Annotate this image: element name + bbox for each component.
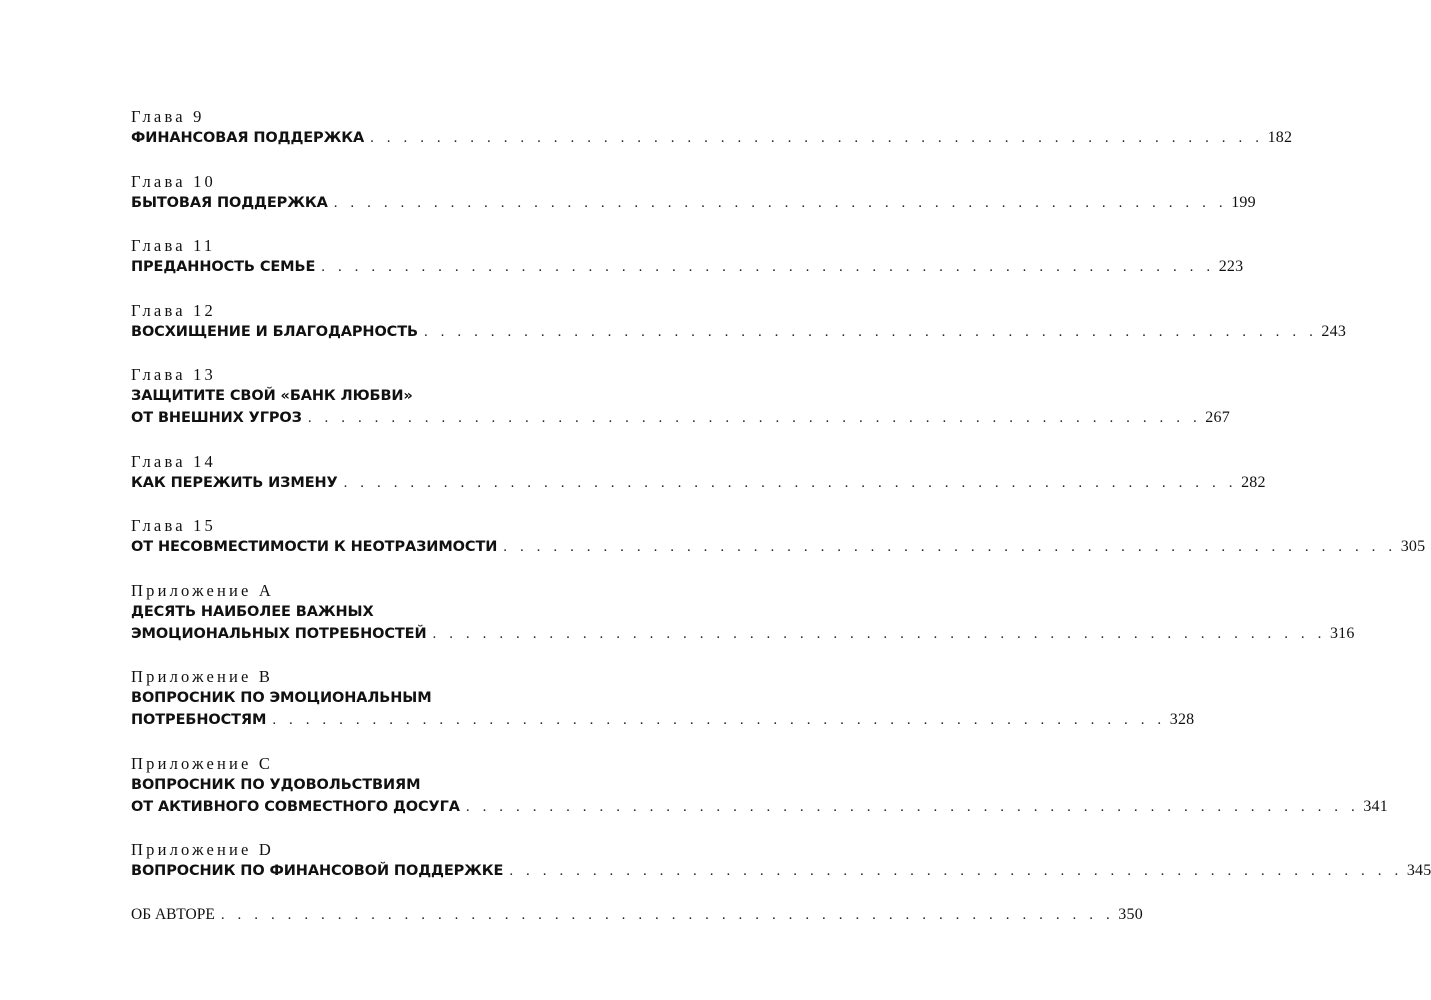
table-of-contents: [131, 106, 1431, 947]
dot-leader: . . . . . . . . . . . . . . . . . . . . . . . . . . . . . . . . . . . . . . . . . . . . . . . . . . . . . .: [465, 798, 1360, 815]
page-number: 182: [1267, 129, 1293, 146]
appendix-label: Приложение D: [131, 840, 274, 859]
chapter-title: ВОСХИЩЕНИЕ И БЛАГОДАРНОСТЬ: [131, 323, 418, 340]
about-title: ОБ АВТОРЕ: [131, 905, 215, 923]
toc-entry[interactable]: [131, 580, 1355, 645]
chapter-label: Глава 12: [131, 300, 216, 320]
chapter-title: ОТ НЕСОВМЕСТИМОСТИ К НЕОТРАЗИМОСТИ: [131, 539, 498, 555]
toc-entry[interactable]: [131, 451, 1266, 494]
chapter-title-continued: ОТ ВНЕШНИХ УГРОЗ: [131, 410, 302, 426]
appendix-title: ДЕСЯТЬ НАИБОЛЕЕ ВАЖНЫХ: [131, 603, 374, 620]
chapter-title: КАК ПЕРЕЖИТЬ ИЗМЕНУ: [131, 474, 338, 491]
page-number: 305: [1400, 538, 1426, 555]
toc-entry[interactable]: [131, 364, 1230, 429]
page-number: 316: [1329, 624, 1355, 642]
chapter-label: Глава 15: [131, 516, 216, 535]
appendix-title: ВОПРОСНИК ПО ФИНАНСОВОЙ ПОДДЕРЖКЕ: [131, 863, 504, 879]
toc-entry-about[interactable]: [131, 904, 1143, 926]
page-number: 223: [1218, 258, 1244, 275]
appendix-label: Приложение B: [131, 667, 274, 686]
appendix-label: Приложение C: [131, 753, 274, 773]
appendix-title-continued: ЭМОЦИОНАЛЬНЫХ ПОТРЕБНОСТЕЙ: [131, 625, 427, 642]
toc-entry[interactable]: [131, 171, 1256, 214]
appendix-label: Приложение A: [131, 580, 274, 600]
toc-entry[interactable]: [131, 235, 1244, 278]
toc-entry[interactable]: [131, 666, 1195, 731]
dot-leader: . . . . . . . . . . . . . . . . . . . . . . . . . . . . . . . . . . . . . . . . . . . . . . . . . . . . . .: [333, 194, 1228, 211]
page-number: 328: [1169, 711, 1195, 728]
appendix-title: ВОПРОСНИК ПО ЭМОЦИОНАЛЬНЫМ: [131, 690, 432, 706]
chapter-title: БЫТОВАЯ ПОДДЕРЖКА: [131, 194, 328, 211]
dot-leader: . . . . . . . . . . . . . . . . . . . . . . . . . . . . . . . . . . . . . . . . . . . . . . . . . . . . . .: [220, 906, 1115, 923]
page-number: 350: [1118, 905, 1143, 923]
dot-leader: . . . . . . . . . . . . . . . . . . . . . . . . . . . . . . . . . . . . . . . . . . . . . . . . . . . . . .: [307, 410, 1202, 426]
chapter-label: Глава 9: [131, 107, 205, 126]
toc-entry[interactable]: [131, 106, 1293, 149]
chapter-label: Глава 10: [131, 171, 216, 191]
chapter-label: Глава 13: [131, 365, 216, 384]
toc-entry[interactable]: [131, 300, 1347, 343]
dot-leader: . . . . . . . . . . . . . . . . . . . . . . . . . . . . . . . . . . . . . . . . . . . . . . . . . . . . . .: [509, 863, 1403, 879]
page-number: 199: [1231, 193, 1256, 211]
toc-entry[interactable]: [131, 839, 1431, 882]
dot-leader: . . . . . . . . . . . . . . . . . . . . . . . . . . . . . . . . . . . . . . . . . . . . . . . . . . . . . .: [503, 539, 1397, 555]
dot-leader: . . . . . . . . . . . . . . . . . . . . . . . . . . . . . . . . . . . . . . . . . . . . . . . . . . . . . .: [343, 474, 1238, 491]
page-number: 345: [1406, 862, 1431, 879]
chapter-title: ПРЕДАННОСТЬ СЕМЬЕ: [131, 259, 316, 275]
dot-leader: . . . . . . . . . . . . . . . . . . . . . . . . . . . . . . . . . . . . . . . . . . . . . . . . . . . . . .: [370, 130, 1264, 146]
page-number: 282: [1241, 473, 1266, 491]
chapter-title: ФИНАНСОВАЯ ПОДДЕРЖКА: [131, 130, 365, 146]
appendix-title-continued: ПОТРЕБНОСТЯМ: [131, 712, 267, 728]
page-number: 267: [1205, 409, 1230, 426]
dot-leader: . . . . . . . . . . . . . . . . . . . . . . . . . . . . . . . . . . . . . . . . . . . . . . . . . . . . . .: [432, 625, 1326, 642]
toc-entry[interactable]: [131, 515, 1426, 558]
chapter-label: Глава 14: [131, 451, 216, 471]
dot-leader: . . . . . . . . . . . . . . . . . . . . . . . . . . . . . . . . . . . . . . . . . . . . . . . . . . . . . .: [321, 259, 1215, 275]
page-number: 341: [1363, 797, 1388, 815]
dot-leader: . . . . . . . . . . . . . . . . . . . . . . . . . . . . . . . . . . . . . . . . . . . . . . . . . . . . . .: [423, 323, 1318, 340]
page-number: 243: [1321, 322, 1347, 340]
appendix-title-continued: ОТ АКТИВНОГО СОВМЕСТНОГО ДОСУГА: [131, 798, 460, 815]
appendix-title: ВОПРОСНИК ПО УДОВОЛЬСТВИЯМ: [131, 776, 421, 793]
chapter-label: Глава 11: [131, 236, 216, 255]
dot-leader: . . . . . . . . . . . . . . . . . . . . . . . . . . . . . . . . . . . . . . . . . . . . . . . . . . . . . .: [272, 712, 1166, 728]
chapter-title: ЗАЩИТИТЕ СВОЙ «БАНК ЛЮБВИ»: [131, 388, 413, 404]
toc-entry[interactable]: [131, 753, 1388, 818]
